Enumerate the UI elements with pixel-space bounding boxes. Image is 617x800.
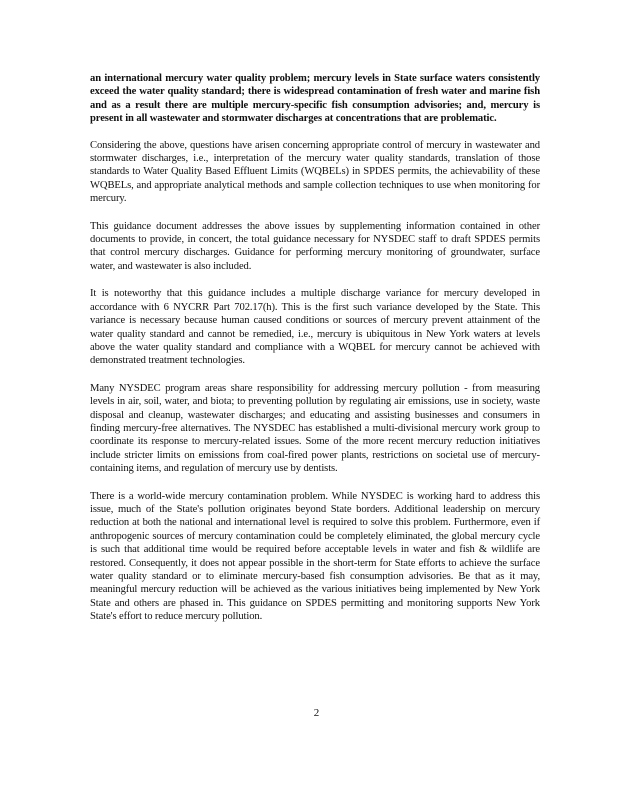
paragraph-variance: It is noteworthy that this guidance includes a multiple discharge variance for mercury developed in accordance with 6 NYCRR Part 702.17(h). This is the first such variance developed by the State. This variance is necessary because human caused conditions or sources of mercury prevent attainment of the water quality standard and cannot be remedied, i.e., mercury is ubiquitous in New York waters at levels above the water quality standard and compliance with a WQBEL for mercury cannot be achieved with demonstrated treatment technologies. xyxy=(90,288,540,367)
page-body xyxy=(90,72,540,638)
paragraph-program-areas: Many NYSDEC program areas share responsibility for addressing mercury pollution - from measuring levels in air, soil, water, and biota; to preventing pollution by regulating air emissions, use in society, waste disposal and cleanup, wastewater discharges; and educating and assisting businesses and consumers in finding mercury-free alternatives. The NYSDEC has established a multi-divisional mercury work group to coordinate its response to mercury-related issues. Some of the more recent mercury reduction initiatives include stricter limits on emissions from coal-fired power plants, restrictions on societal use of mercury-containing items, and regulation of mercury use by dentists. xyxy=(90,382,540,475)
page-number: 2 xyxy=(313,707,320,719)
paragraph-problem-summary: an international mercury water quality problem; mercury levels in State surface waters consistently exceed the water quality standard; there is widespread contamination of fresh water and marine fish and as a result there are multiple mercury-specific fish consumption advisories; and, mercury is present in all wastewater and stormwater discharges at concentrations that are problematic. xyxy=(90,73,540,125)
paragraph-guidance-scope: This guidance document addresses the above issues by supplementing information contained in other documents to provide, in concert, the total guidance necessary for NYSDEC staff to draft SPDES permits that control mercury discharges. Guidance for performing mercury monitoring of groundwater, surface water, and wastewater is also included. xyxy=(90,220,540,272)
paragraph-questions: Considering the above, questions have arisen concerning appropriate control of mercury in wastewater and stormwater discharges, i.e., interpretation of the mercury water quality standards, translation of those standards to Water Quality Based Effluent Limits (WQBELs) in SPDES permits, the achievability of these WQBELs, and appropriate analytical methods and sample collection techniques to use when monitoring for mercury. xyxy=(90,139,540,205)
paragraph-world-wide-problem: There is a world-wide mercury contamination problem. While NYSDEC is working hard to address this issue, much of the State's pollution originates beyond State borders. Additional leadership on mercury reduction at both the national and international level is required to solve this problem. Furthermore, even if anthropogenic sources of mercury contamination could be completely eliminated, the global mercury cycle is such that additional time would be required before acceptable levels in water and fish & wildlife are restored. Consequently, it does not appear possible in the short-term for State efforts to achieve the surface water quality standard or to eliminate mercury-based fish consumption advisories. Be that as it may, meaningful mercury reduction will be achieved as the various initiatives being implemented by New York State and others are phased in. This guidance on SPDES permitting and monitoring supports New York State's effort to reduce mercury pollution. xyxy=(90,490,540,623)
